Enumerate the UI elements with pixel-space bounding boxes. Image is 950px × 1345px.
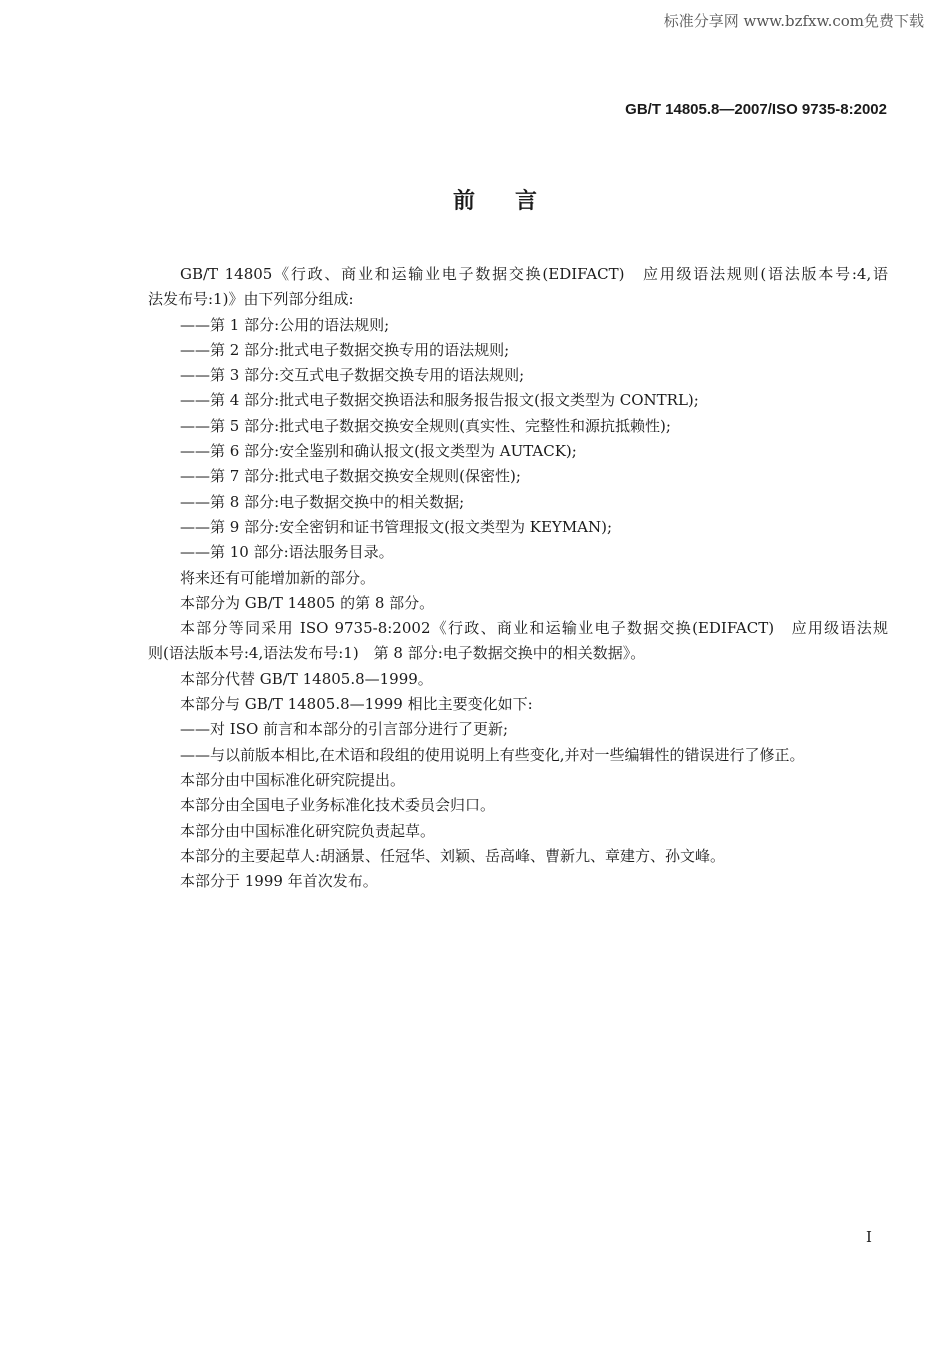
paragraph-line: ——第 6 部分:安全鉴别和确认报文(报文类型为 AUTACK); [180, 442, 577, 461]
paragraph-line: 本部分等同采用 ISO 9735-8:2002《行政、商业和运输业电子数据交换(EDIFACT) 应用级语法规 [180, 619, 888, 638]
paragraph-line: 法发布号:1)》由下列部分组成: [148, 290, 354, 309]
paragraph-line: 本部分的主要起草人:胡涵景、任冠华、刘颖、岳高峰、曹新九、章建方、孙文峰。 [180, 846, 726, 865]
watermark: 标准分享网 www.bzfxw.com免费下载 [663, 12, 924, 30]
page-title: 前言 [452, 188, 577, 214]
paragraph-line: ——第 7 部分:批式电子数据交换安全规则(保密性); [180, 467, 521, 486]
paragraph-line: 本部分为 GB/T 14805 的第 8 部分。 [180, 593, 435, 612]
paragraph-line: ——第 10 部分:语法服务目录。 [180, 543, 394, 562]
paragraph-line: 本部分由中国标准化研究院负责起草。 [180, 821, 436, 840]
paragraph-line: ——第 4 部分:批式电子数据交换语法和服务报告报文(报文类型为 CONTRL); [180, 391, 699, 410]
paragraph-line: 则(语法版本号:4,语法发布号:1) 第 8 部分:电子数据交换中的相关数据》。 [148, 644, 646, 663]
paragraph-line: ——第 2 部分:批式电子数据交换专用的语法规则; [180, 340, 510, 359]
paragraph-line: 将来还有可能增加新的部分。 [180, 568, 376, 587]
paragraph-line: 本部分由中国标准化研究院提出。 [180, 770, 406, 789]
paragraph-line: ——第 1 部分:公用的语法规则; [180, 315, 390, 334]
paragraph-line: ——第 9 部分:安全密钥和证书管理报文(报文类型为 KEYMAN); [180, 517, 613, 536]
page-number: I [866, 1228, 872, 1246]
paragraph-line: 本部分于 1999 年首次发布。 [180, 872, 378, 891]
paragraph-line: 本部分代替 GB/T 14805.8—1999。 [180, 669, 433, 688]
paragraph-line: GB/T 14805《行政、商业和运输业电子数据交换(EDIFACT) 应用级语法规则(语法版本号:4,语 [180, 265, 888, 283]
standard-number: GB/T 14805.8—2007/ISO 9735-8:2002 [625, 101, 887, 118]
paragraph-line: 本部分由全国电子业务标准化技术委员会归口。 [180, 796, 496, 815]
paragraph-line: ——对 ISO 前言和本部分的引言部分进行了更新; [180, 720, 509, 739]
paragraph-line: ——第 5 部分:批式电子数据交换安全规则(真实性、完整性和源抗抵赖性); [180, 416, 671, 435]
paragraph-line: ——第 8 部分:电子数据交换中的相关数据; [180, 492, 465, 511]
foreword-body [148, 262, 888, 894]
paragraph-line: ——与以前版本相比,在术语和段组的使用说明上有些变化,并对一些编辑性的错误进行了修正。 [180, 745, 805, 764]
paragraph-line: 本部分与 GB/T 14805.8—1999 相比主要变化如下: [180, 695, 533, 714]
paragraph-line: ——第 3 部分:交互式电子数据交换专用的语法规则; [180, 366, 525, 385]
